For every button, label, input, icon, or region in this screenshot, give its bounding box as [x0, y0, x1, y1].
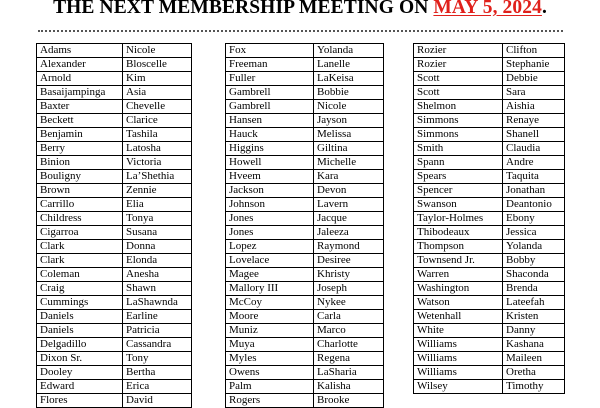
last-name-cell: Jones: [226, 226, 314, 240]
member-row: [226, 296, 384, 310]
last-name-cell: Watson: [414, 296, 503, 310]
first-name-cell: Jonathan: [503, 184, 565, 198]
last-name-cell: Jones: [226, 212, 314, 226]
member-row: [414, 240, 565, 254]
meeting-headline: [0, 0, 600, 20]
member-row: [37, 170, 192, 184]
member-row: [414, 310, 565, 324]
member-row: [414, 58, 565, 72]
dotted-divider: [38, 30, 563, 32]
member-row: [414, 296, 565, 310]
last-name-cell: Hveem: [226, 170, 314, 184]
first-name-cell: Sara: [503, 86, 565, 100]
member-row: [414, 156, 565, 170]
last-name-cell: Spann: [414, 156, 503, 170]
member-row: [226, 170, 384, 184]
first-name-cell: Charlotte: [314, 338, 384, 352]
last-name-cell: Binion: [37, 156, 123, 170]
last-name-cell: Magee: [226, 268, 314, 282]
last-name-cell: Basaijampinga: [37, 86, 123, 100]
last-name-cell: Edward: [37, 380, 123, 394]
member-row: [37, 240, 192, 254]
last-name-cell: Myles: [226, 352, 314, 366]
first-name-cell: Susana: [123, 226, 192, 240]
member-row: [226, 310, 384, 324]
last-name-cell: White: [414, 324, 503, 338]
first-name-cell: Tashila: [123, 128, 192, 142]
member-row: [37, 212, 192, 226]
member-row: [37, 226, 192, 240]
member-table-1: [36, 43, 192, 408]
first-name-cell: Clifton: [503, 44, 565, 58]
first-name-cell: Anesha: [123, 268, 192, 282]
last-name-cell: Craig: [37, 282, 123, 296]
last-name-cell: Clark: [37, 240, 123, 254]
first-name-cell: Elonda: [123, 254, 192, 268]
first-name-cell: LaShawnda: [123, 296, 192, 310]
last-name-cell: Scott: [414, 72, 503, 86]
last-name-cell: Fuller: [226, 72, 314, 86]
first-name-cell: Khristy: [314, 268, 384, 282]
first-name-cell: Kristen: [503, 310, 565, 324]
first-name-cell: Melissa: [314, 128, 384, 142]
member-row: [226, 198, 384, 212]
member-row: [226, 184, 384, 198]
member-row: [37, 100, 192, 114]
member-row: [226, 324, 384, 338]
member-row: [37, 142, 192, 156]
member-row: [414, 324, 565, 338]
first-name-cell: Taquita: [503, 170, 565, 184]
member-row: [414, 352, 565, 366]
first-name-cell: Bobby: [503, 254, 565, 268]
member-row: [414, 268, 565, 282]
last-name-cell: Spears: [414, 170, 503, 184]
member-row: [414, 212, 565, 226]
last-name-cell: Scott: [414, 86, 503, 100]
last-name-cell: Benjamin: [37, 128, 123, 142]
last-name-cell: Adams: [37, 44, 123, 58]
last-name-cell: Shelmon: [414, 100, 503, 114]
member-row: [414, 128, 565, 142]
last-name-cell: Smith: [414, 142, 503, 156]
first-name-cell: Marco: [314, 324, 384, 338]
member-row: [226, 268, 384, 282]
member-row: [414, 282, 565, 296]
first-name-cell: Bobbie: [314, 86, 384, 100]
first-name-cell: Aishia: [503, 100, 565, 114]
first-name-cell: Michelle: [314, 156, 384, 170]
member-row: [226, 128, 384, 142]
last-name-cell: Cigarroa: [37, 226, 123, 240]
member-row: [37, 58, 192, 72]
first-name-cell: Desiree: [314, 254, 384, 268]
member-row: [414, 100, 565, 114]
first-name-cell: Ebony: [503, 212, 565, 226]
member-row: [414, 114, 565, 128]
last-name-cell: Simmons: [414, 128, 503, 142]
first-name-cell: Devon: [314, 184, 384, 198]
last-name-cell: Alexander: [37, 58, 123, 72]
last-name-cell: Spencer: [414, 184, 503, 198]
last-name-cell: Berry: [37, 142, 123, 156]
member-row: [226, 380, 384, 394]
last-name-cell: Fox: [226, 44, 314, 58]
member-row: [226, 100, 384, 114]
member-row: [37, 366, 192, 380]
first-name-cell: Jaleeza: [314, 226, 384, 240]
last-name-cell: Muniz: [226, 324, 314, 338]
member-row: [414, 184, 565, 198]
last-name-cell: Townsend Jr.: [414, 254, 503, 268]
member-row: [226, 44, 384, 58]
first-name-cell: Raymond: [314, 240, 384, 254]
last-name-cell: Lopez: [226, 240, 314, 254]
member-row: [37, 86, 192, 100]
member-row: [37, 44, 192, 58]
first-name-cell: Regena: [314, 352, 384, 366]
last-name-cell: Wilsey: [414, 380, 503, 394]
first-name-cell: Lateefah: [503, 296, 565, 310]
last-name-cell: Coleman: [37, 268, 123, 282]
member-row: [226, 352, 384, 366]
member-row: [37, 324, 192, 338]
first-name-cell: Tonya: [123, 212, 192, 226]
member-table-2: [225, 43, 384, 408]
last-name-cell: Flores: [37, 394, 123, 408]
first-name-cell: Tony: [123, 352, 192, 366]
last-name-cell: Johnson: [226, 198, 314, 212]
last-name-cell: Rozier: [414, 44, 503, 58]
first-name-cell: Danny: [503, 324, 565, 338]
member-row: [226, 338, 384, 352]
member-row: [226, 226, 384, 240]
last-name-cell: Thompson: [414, 240, 503, 254]
first-name-cell: Stephanie: [503, 58, 565, 72]
member-row: [414, 226, 565, 240]
first-name-cell: Shanell: [503, 128, 565, 142]
member-row: [226, 394, 384, 408]
first-name-cell: Kim: [123, 72, 192, 86]
last-name-cell: Moore: [226, 310, 314, 324]
member-row: [414, 254, 565, 268]
last-name-cell: McCoy: [226, 296, 314, 310]
member-row: [37, 198, 192, 212]
last-name-cell: Delgadillo: [37, 338, 123, 352]
member-row: [226, 254, 384, 268]
last-name-cell: Mallory III: [226, 282, 314, 296]
member-row: [226, 240, 384, 254]
last-name-cell: Gambrell: [226, 100, 314, 114]
last-name-cell: Simmons: [414, 114, 503, 128]
member-row: [37, 72, 192, 86]
member-row: [414, 338, 565, 352]
first-name-cell: Earline: [123, 310, 192, 324]
member-row: [37, 380, 192, 394]
last-name-cell: Swanson: [414, 198, 503, 212]
last-name-cell: Childress: [37, 212, 123, 226]
first-name-cell: Yolanda: [503, 240, 565, 254]
last-name-cell: Taylor-Holmes: [414, 212, 503, 226]
member-row: [226, 58, 384, 72]
last-name-cell: Gambrell: [226, 86, 314, 100]
first-name-cell: Claudia: [503, 142, 565, 156]
member-row: [37, 268, 192, 282]
first-name-cell: Giltina: [314, 142, 384, 156]
member-row: [226, 72, 384, 86]
first-name-cell: Jessica: [503, 226, 565, 240]
last-name-cell: Williams: [414, 352, 503, 366]
last-name-cell: Carrillo: [37, 198, 123, 212]
last-name-cell: Arnold: [37, 72, 123, 86]
first-name-cell: Shaconda: [503, 268, 565, 282]
first-name-cell: Nykee: [314, 296, 384, 310]
first-name-cell: Kashana: [503, 338, 565, 352]
member-row: [414, 198, 565, 212]
member-row: [37, 310, 192, 324]
first-name-cell: David: [123, 394, 192, 408]
last-name-cell: Hauck: [226, 128, 314, 142]
last-name-cell: Thibodeaux: [414, 226, 503, 240]
first-name-cell: Cassandra: [123, 338, 192, 352]
last-name-cell: Lovelace: [226, 254, 314, 268]
first-name-cell: Shawn: [123, 282, 192, 296]
member-row: [414, 72, 565, 86]
member-row: [226, 86, 384, 100]
last-name-cell: Cummings: [37, 296, 123, 310]
first-name-cell: Carla: [314, 310, 384, 324]
last-name-cell: Clark: [37, 254, 123, 268]
headline-period: .: [541, 0, 547, 18]
last-name-cell: Jackson: [226, 184, 314, 198]
member-row: [226, 156, 384, 170]
member-row: [37, 352, 192, 366]
headline-text: THE NEXT MEMBERSHIP MEETING ON: [53, 0, 434, 18]
member-row: [37, 184, 192, 198]
last-name-cell: Brown: [37, 184, 123, 198]
last-name-cell: Dooley: [37, 366, 123, 380]
member-row: [37, 282, 192, 296]
first-name-cell: Clarice: [123, 114, 192, 128]
first-name-cell: Oretha: [503, 366, 565, 380]
first-name-cell: Latosha: [123, 142, 192, 156]
member-row: [226, 114, 384, 128]
member-row: [414, 366, 565, 380]
first-name-cell: Andre: [503, 156, 565, 170]
last-name-cell: Hansen: [226, 114, 314, 128]
member-row: [414, 86, 565, 100]
last-name-cell: Daniels: [37, 324, 123, 338]
last-name-cell: Daniels: [37, 310, 123, 324]
first-name-cell: Lanelle: [314, 58, 384, 72]
first-name-cell: Nicole: [123, 44, 192, 58]
last-name-cell: Freeman: [226, 58, 314, 72]
member-row: [37, 338, 192, 352]
member-row: [37, 296, 192, 310]
last-name-cell: Owens: [226, 366, 314, 380]
first-name-cell: LaKeisa: [314, 72, 384, 86]
member-row: [226, 212, 384, 226]
member-row: [226, 142, 384, 156]
member-row: [226, 366, 384, 380]
member-row: [414, 380, 565, 394]
first-name-cell: Lavern: [314, 198, 384, 212]
first-name-cell: Maileen: [503, 352, 565, 366]
first-name-cell: La’Shethia: [123, 170, 192, 184]
last-name-cell: Williams: [414, 338, 503, 352]
member-row: [37, 394, 192, 408]
last-name-cell: Beckett: [37, 114, 123, 128]
last-name-cell: Dixon Sr.: [37, 352, 123, 366]
meeting-date: MAY 5, 2024: [433, 0, 542, 18]
last-name-cell: Wetenhall: [414, 310, 503, 324]
first-name-cell: Joseph: [314, 282, 384, 296]
member-row: [37, 254, 192, 268]
first-name-cell: LaSharia: [314, 366, 384, 380]
last-name-cell: Williams: [414, 366, 503, 380]
first-name-cell: Patricia: [123, 324, 192, 338]
last-name-cell: Howell: [226, 156, 314, 170]
member-row: [414, 44, 565, 58]
first-name-cell: Bertha: [123, 366, 192, 380]
last-name-cell: Washington: [414, 282, 503, 296]
first-name-cell: Bloscelle: [123, 58, 192, 72]
last-name-cell: Higgins: [226, 142, 314, 156]
first-name-cell: Debbie: [503, 72, 565, 86]
first-name-cell: Brenda: [503, 282, 565, 296]
first-name-cell: Nicole: [314, 100, 384, 114]
first-name-cell: Elia: [123, 198, 192, 212]
first-name-cell: Jacque: [314, 212, 384, 226]
first-name-cell: Zennie: [123, 184, 192, 198]
last-name-cell: Baxter: [37, 100, 123, 114]
member-row: [414, 170, 565, 184]
last-name-cell: Bouligny: [37, 170, 123, 184]
first-name-cell: Yolanda: [314, 44, 384, 58]
last-name-cell: Muya: [226, 338, 314, 352]
last-name-cell: Palm: [226, 380, 314, 394]
member-row: [37, 128, 192, 142]
last-name-cell: Rozier: [414, 58, 503, 72]
member-row: [414, 142, 565, 156]
first-name-cell: Deantonio: [503, 198, 565, 212]
last-name-cell: Rogers: [226, 394, 314, 408]
first-name-cell: Chevelle: [123, 100, 192, 114]
first-name-cell: Asia: [123, 86, 192, 100]
first-name-cell: Victoria: [123, 156, 192, 170]
member-row: [37, 114, 192, 128]
first-name-cell: Erica: [123, 380, 192, 394]
member-table-3: [413, 43, 565, 394]
first-name-cell: Renaye: [503, 114, 565, 128]
member-row: [226, 282, 384, 296]
last-name-cell: Warren: [414, 268, 503, 282]
first-name-cell: Brooke: [314, 394, 384, 408]
first-name-cell: Jayson: [314, 114, 384, 128]
first-name-cell: Timothy: [503, 380, 565, 394]
first-name-cell: Kalisha: [314, 380, 384, 394]
first-name-cell: Donna: [123, 240, 192, 254]
member-row: [37, 156, 192, 170]
first-name-cell: Kara: [314, 170, 384, 184]
